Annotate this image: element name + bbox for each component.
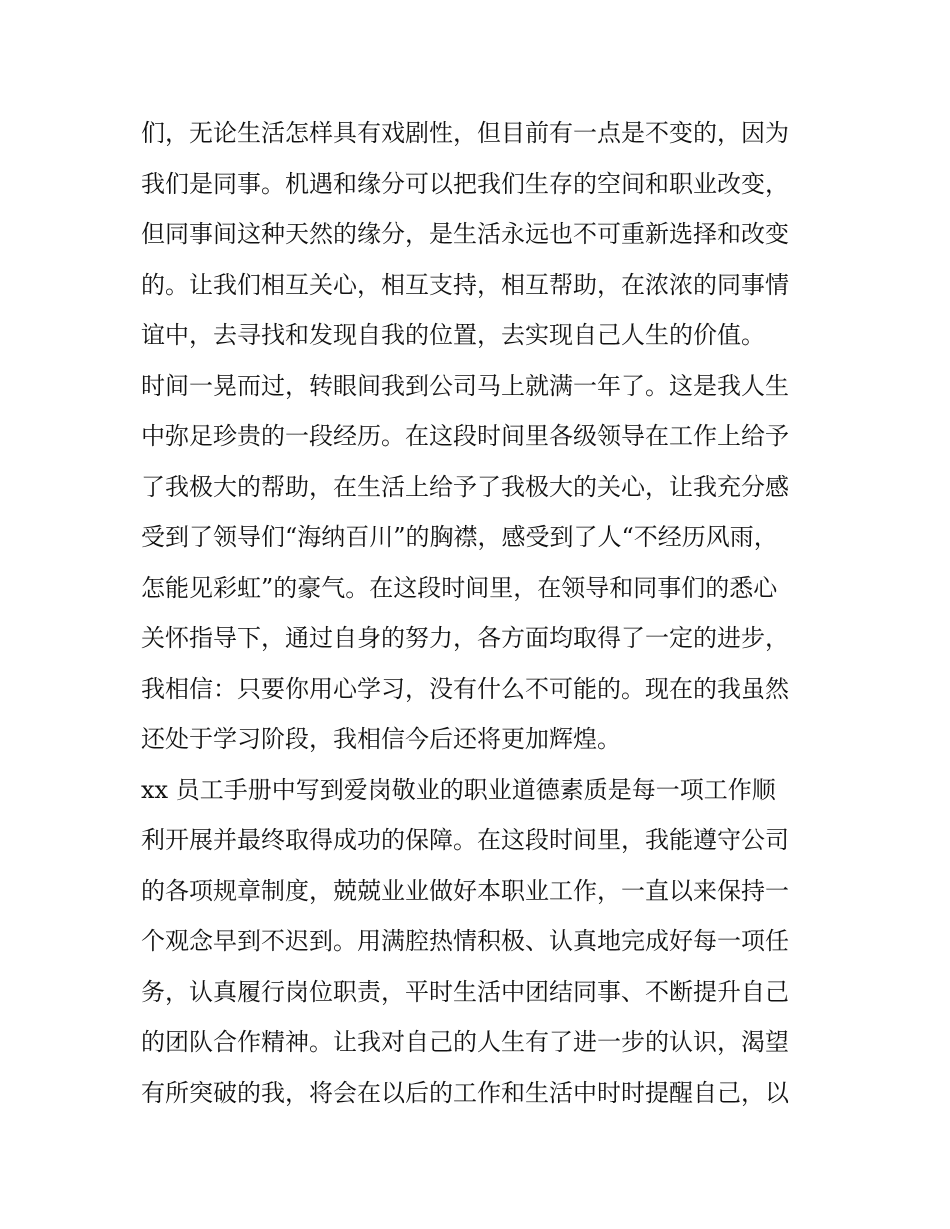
text-line: 了我极大的帮助，在生活上给予了我极大的关心，让我充分感 <box>141 472 789 501</box>
text-line: 时间一晃而过，转眼间我到公司马上就满一年了。这是我人生 <box>141 371 789 400</box>
text-line: 利开展并最终取得成功的保障。在这段时间里，我能遵守公司 <box>141 826 789 854</box>
text-line: 的各项规章制度，兢兢业业做好本职业工作，一直以来保持一 <box>141 876 789 905</box>
text-line: 的。让我们相互关心，相互支持，相互帮助，在浓浓的同事情 <box>141 270 789 299</box>
text-line: 中弥足珍贵的一段经历。在这段时间里各级领导在工作上给予 <box>141 422 789 450</box>
text-line: 但同事间这种天然的缘分，是生活永远也不可重新选择和改变 <box>141 220 789 248</box>
text-line: 我们是同事。机遇和缘分可以把我们生存的空间和职业改变， <box>141 169 789 198</box>
text-line: 有所突破的我，将会在以后的工作和生活中时时提醒自己，以 <box>141 1078 789 1107</box>
text-line: 的团队合作精神。让我对自己的人生有了进一步的认识，渴望 <box>141 1028 789 1056</box>
text-line: 怎能见彩虹”的豪气。在这段时间里，在领导和同事们的悉心 <box>141 573 778 602</box>
text-line: 受到了领导们“海纳百川”的胸襟，感受到了人“不经历风雨， <box>141 523 778 551</box>
text-line: 个观念早到不迟到。用满腔热情积极、认真地完成好每一项任 <box>141 927 789 955</box>
text-line: 我相信：只要你用心学习，没有什么不可能的。现在的我虽然 <box>141 674 789 703</box>
document-body <box>141 108 821 1118</box>
text-line: xx 员工手册中写到爱岗敬业的职业道德素质是每一项工作顺 <box>141 775 776 804</box>
text-line: 们，无论生活怎样具有戏剧性，但目前有一点是不变的，因为 <box>141 119 789 147</box>
text-line: 谊中，去寻找和发现自我的位置，去实现自己人生的价值。 <box>141 321 765 349</box>
text-line: 务，认真履行岗位职责，平时生活中团结同事、不断提升自己 <box>141 977 789 1006</box>
text-line: 关怀指导下，通过自身的努力，各方面均取得了一定的进步， <box>141 624 789 652</box>
text-line: 还处于学习阶段，我相信今后还将更加辉煌。 <box>141 725 621 753</box>
